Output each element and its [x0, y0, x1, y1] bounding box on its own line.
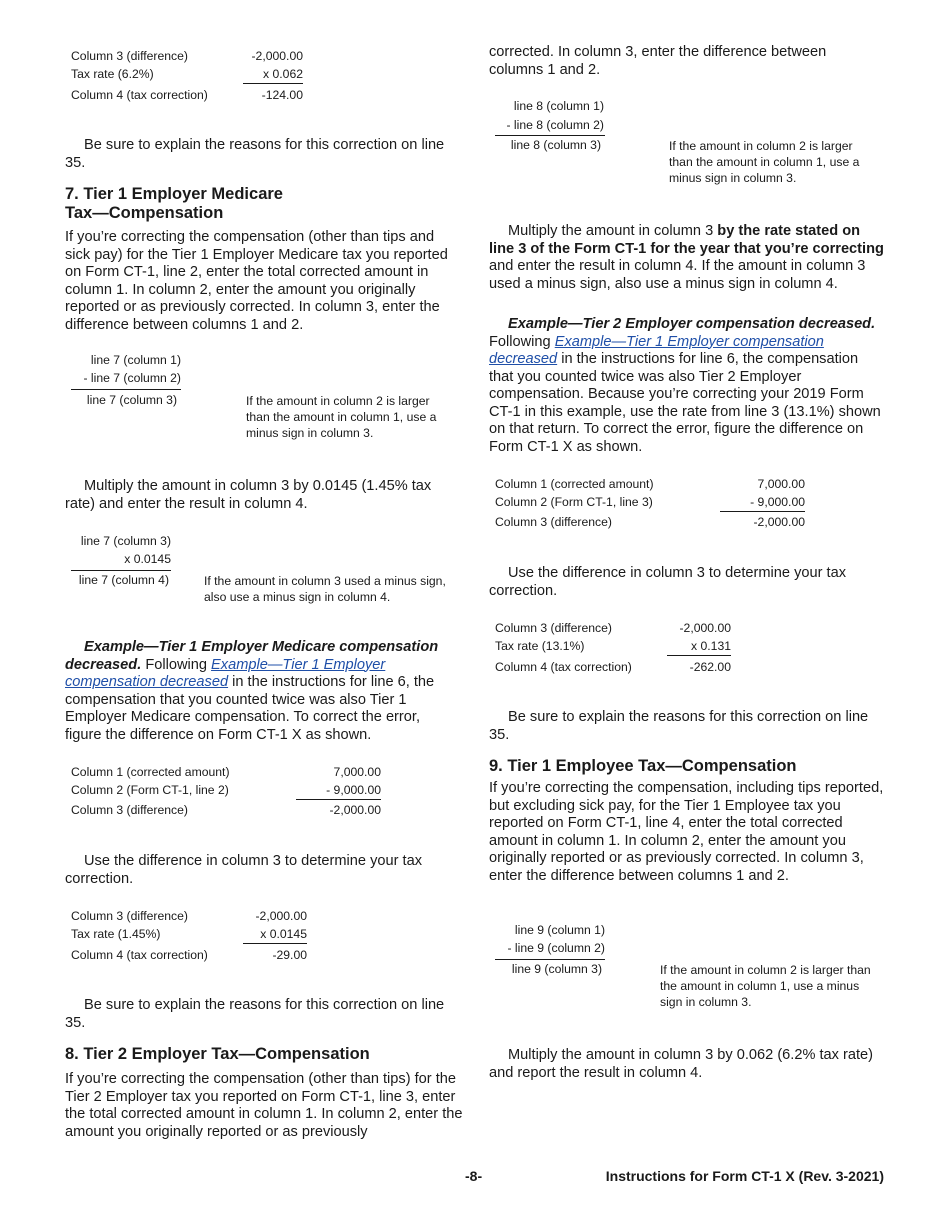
section-7-heading — [65, 185, 283, 223]
calc-value: -124.00 — [261, 88, 303, 102]
table-value: 7,000.00 — [333, 765, 381, 779]
line7-worksheet — [65, 353, 460, 443]
explain-paragraph: Be sure to explain the reasons for this correction on line 35. — [65, 997, 445, 1031]
multiply-paragraph — [489, 223, 884, 293]
calc-value: -29.00 — [272, 948, 307, 962]
example-table — [71, 765, 381, 821]
total-rule — [243, 943, 307, 944]
example-title: Example—Tier 1 Employer Medicare compensation decreased. — [65, 639, 439, 673]
calc-label: Column 4 (tax correction) — [71, 948, 208, 962]
total-rule — [71, 570, 171, 571]
worksheet-note: If the amount in column 3 used a minus sign, also use a minus sign in column 4. — [204, 574, 446, 604]
example-table — [495, 477, 805, 533]
section-8-intro-continued: corrected. In column 3, enter the difference between columns 1 and 2. — [489, 44, 827, 78]
section-9-intro: If you’re correcting the compensation, including tips reported, but excluding sick pay, for the Tier 1 Employee tax you reported on Form CT-1, line 4, enter the total corrected amount in column 1. In column 2, enter the amount you originally reported or as previously corrected. In column 3, enter the difference between columns 1 and 2. — [489, 780, 884, 884]
table-label: Column 1 (corrected amount) — [71, 765, 230, 779]
calc-label: Tax rate (13.1%) — [495, 639, 585, 653]
calc-label: Column 3 (difference) — [495, 621, 612, 635]
total-rule — [495, 135, 605, 136]
total-rule — [243, 83, 303, 84]
worksheet-line: line 8 (column 3) — [510, 138, 601, 152]
table-value: 7,000.00 — [757, 477, 805, 491]
section-7-intro: If you’re correcting the compensation (other than tips and sick pay) for the Tier 1 Employer Medicare tax you reported on Form CT-1, line 2, enter the total corrected amount in column 1. In column 2, enter the amount you originally reported or as previously corrected. In column 3, enter the difference between columns 1 and 2. — [65, 229, 448, 333]
multiply-text: and enter the result in column 4. If the amount in column 3 used a minus sign, also use a minus sign in column 4. — [489, 258, 866, 292]
worksheet-line: line 7 (column 3) — [80, 534, 171, 548]
calc-table-line8 — [495, 621, 731, 677]
example-text: in the instructions for line 6, the compensation that you counted twice was also Tier 2 Employer compensation. Because you’re correcting your 2019 Form CT-1 in this example, use the rate from line 3 (13.1%) shown on that return. To correct the error, figure the difference on Form CT-1 X as shown. — [489, 351, 881, 455]
use-difference-paragraph: Use the difference in column 3 to determine your tax correction. — [489, 565, 847, 599]
calc-value: -262.00 — [689, 660, 731, 674]
line7-multiply-worksheet — [65, 534, 460, 606]
calc-table-line7 — [71, 909, 307, 965]
calc-table-line6 — [71, 49, 303, 105]
table-value: -2,000.00 — [753, 515, 805, 529]
line8-worksheet — [489, 99, 884, 189]
worksheet-line: line 7 (column 4) — [78, 573, 169, 587]
use-difference-paragraph: Use the difference in column 3 to determine your tax correction. — [65, 853, 423, 887]
section-9-heading: 9. Tier 1 Employee Tax—Compensation — [489, 757, 797, 775]
calc-label: Tax rate (6.2%) — [71, 67, 154, 81]
worksheet-line: line 8 (column 1) — [513, 99, 604, 113]
explain-paragraph: Be sure to explain the reasons for this correction on line 35. — [489, 709, 869, 743]
example-text: Following — [145, 656, 207, 673]
multiply-text: Multiply the amount in column 3 — [508, 223, 714, 239]
table-label: Column 2 (Form CT-1, line 2) — [71, 783, 229, 797]
total-rule — [667, 655, 731, 656]
calc-value: -2,000.00 — [679, 621, 731, 635]
worksheet-note: If the amount in column 2 is larger than the amount in column 1, use a minus sign in column 3. — [669, 139, 860, 185]
example-paragraph — [489, 316, 884, 456]
section-8-intro: If you’re correcting the compensation (other than tips) for the Tier 2 Employer tax you reported on Form CT-1, line 3, enter the total corrected amount in column 1. In column 2, enter the amount you originally reported or as previously — [65, 1071, 463, 1140]
example-text: in the instructions for line 6, the compensation that you counted twice was also Tier 1 Employer Medicare compensation. To correct the error, figure the difference on Form CT-1 X as shown. — [65, 674, 435, 743]
table-label: Column 1 (corrected amount) — [495, 477, 654, 491]
heading-line: Tax—Compensation — [65, 204, 224, 222]
worksheet-note: If the amount in column 2 is larger than the amount in column 1, use a minus sign in column 3. — [246, 394, 437, 440]
calc-label: Column 4 (tax correction) — [495, 660, 632, 674]
example-link[interactable]: Example—Tier 1 Employer compensation decreased — [65, 656, 386, 690]
table-label: Column 3 (difference) — [495, 515, 612, 529]
total-rule — [720, 511, 805, 512]
line9-worksheet — [489, 923, 884, 1013]
worksheet-line: - line 8 (column 2) — [506, 118, 604, 132]
calc-value: -2,000.00 — [251, 49, 303, 63]
section-8-heading: 8. Tier 2 Employer Tax—Compensation — [65, 1045, 370, 1063]
table-label: Column 3 (difference) — [71, 803, 188, 817]
calc-label: Column 3 (difference) — [71, 909, 188, 923]
calc-value: -2,000.00 — [255, 909, 307, 923]
example-title: Example—Tier 2 Employer compensation decreased. — [508, 316, 876, 332]
worksheet-line: line 9 (column 1) — [514, 923, 605, 937]
total-rule — [71, 389, 181, 390]
worksheet-line: line 9 (column 3) — [511, 962, 602, 976]
table-value: - 9,000.00 — [750, 495, 805, 509]
calc-label: Tax rate (1.45%) — [71, 927, 161, 941]
example-text: Following — [489, 333, 551, 350]
table-label: Column 2 (Form CT-1, line 3) — [495, 495, 653, 509]
multiply-paragraph: Multiply the amount in column 3 by 0.062 (6.2% tax rate) and report the result in column 4. — [489, 1047, 874, 1081]
explain-paragraph: Be sure to explain the reasons for this correction on line 35. — [65, 137, 445, 171]
heading-line: 7. Tier 1 Employer Medicare — [65, 185, 283, 203]
table-value: - 9,000.00 — [326, 783, 381, 797]
table-value: -2,000.00 — [329, 803, 381, 817]
calc-value: x 0.062 — [263, 67, 303, 81]
calc-value: x 0.131 — [691, 639, 731, 653]
worksheet-line: line 7 (column 1) — [90, 353, 181, 367]
multiply-paragraph: Multiply the amount in column 3 by 0.0145 (1.45% tax rate) and enter the result in column 4. — [65, 478, 432, 512]
worksheet-line: line 7 (column 3) — [86, 393, 177, 407]
example-link[interactable]: Example—Tier 1 Employer compensation decreased — [489, 333, 824, 367]
multiply-emphasis: by the rate stated on line 3 of the Form CT-1 for the year that you’re correcting — [489, 223, 884, 257]
footer-form-title: Instructions for Form CT-1 X (Rev. 3-2021) — [605, 1168, 884, 1184]
example-paragraph — [65, 639, 460, 744]
worksheet-note: If the amount in column 2 is larger than the amount in column 1, use a minus sign in column 3. — [660, 963, 871, 1009]
worksheet-line: x 0.0145 — [124, 552, 171, 566]
calc-value: x 0.0145 — [260, 927, 307, 941]
total-rule — [296, 799, 381, 800]
calc-label: Column 4 (tax correction) — [71, 88, 208, 102]
page-number: -8- — [465, 1168, 483, 1184]
worksheet-line: - line 7 (column 2) — [83, 371, 181, 385]
total-rule — [495, 959, 605, 960]
worksheet-line: - line 9 (column 2) — [507, 941, 605, 955]
calc-label: Column 3 (difference) — [71, 49, 188, 63]
